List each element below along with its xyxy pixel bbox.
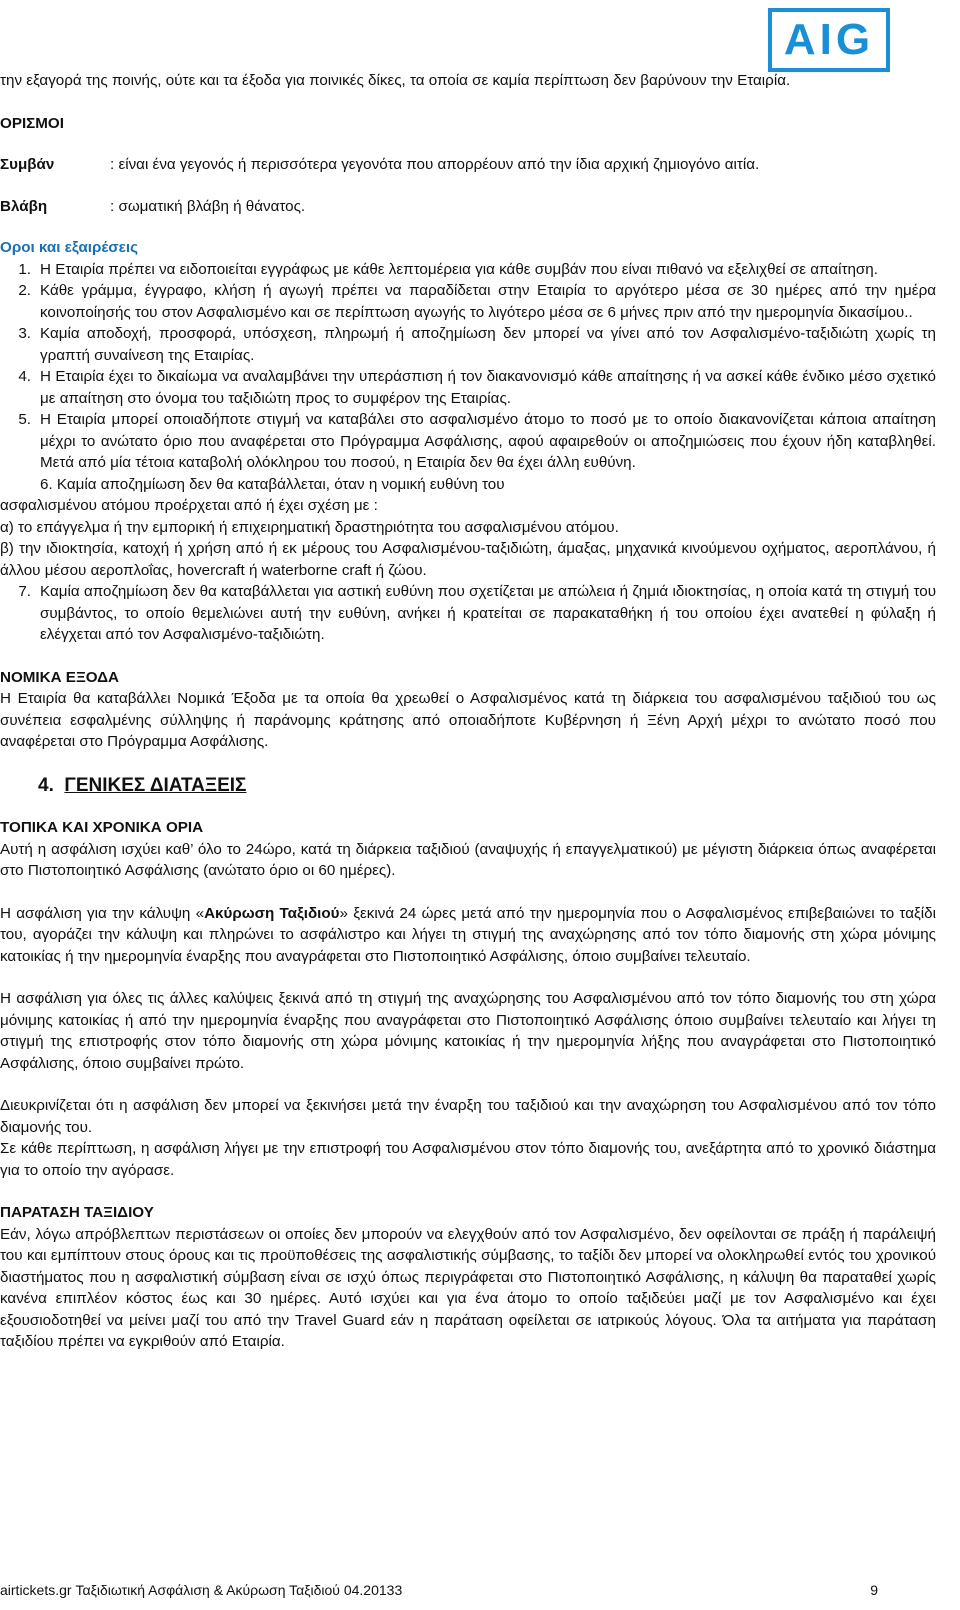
definition-desc: : είναι ένα γεγονός ή περισσότερα γεγονότα που απορρέουν από την ίδια αρχική ζημιογόνο αιτία. [110,156,760,173]
cancel-bold: Ακύρωση Ταξιδιού [204,904,340,922]
clarify-paragraph-1: Διευκρινίζεται ότι η ασφάλιση δεν μπορεί να ξεκινήσει μετά την έναρξη του ταξιδιού και την αναχώρηση του Ασφαλισμένου από τον τόπο διαμονής του. [0,1097,936,1136]
term-text: Η Εταιρία έχει το δικαίωμα να αναλαμβάνει την υπεράσπιση ή τον διακανονισμό κάθε απαίτησης ή να ασκεί κάθε ένδικο μέσο σχετικό με απαίτηση στο όνομα του ταξιδιώτη προς το συμφέρον της Εταιρίας. [40,368,936,407]
legal-text: Η Εταιρία θα καταβάλλει Νομικά Έξοδα με τα οποία θα χρεωθεί ο Ασφαλισμένος κατά τη διάρκεια του ασφαλισμένου ταξιδιού του ως συνέπεια εσφαλμένης σύλληψης ή παράνομης κράτησης από οποιαδήποτε Κυβέρνηση ή Ξένη Αρχή μέχρι το ανώτατο ποσό που αναφέρεται στο Πρόγραμμα Ασφάλισης. [0,690,936,750]
term-item [0,259,936,281]
terms-title: Οροι και εξαιρέσεις [0,239,138,256]
definition-term: Βλάβη [0,197,48,215]
intro-paragraph: την εξαγορά της ποινής, ούτε και τα έξοδα για ποινικές δίκες, τα οποία σε καμία περίπτωση δεν βαρύνουν την Εταιρία. [0,72,791,89]
definition-term: Συμβάν [0,156,55,173]
section-title: ΓΕΝΙΚΕΣ ΔΙΑΤΑΞΕΙΣ [64,774,247,796]
term-number: 2. [18,282,31,299]
extension-text: Εάν, λόγω απρόβλεπτων περιστάσεων οι οποίες δεν μπορούν να ελεγχθούν από τον Ασφαλισμένο, δεν οφείλονται σε πράξη ή παράλειψή του και εμπίπτουν στους όρους και τις προϋποθέσεις της ασφαλιστικής σύμβασης, το ταξίδι δεν μπορεί να ολοκληρωθεί εντός του χρονικού διαστήματος που η ασφαλιστική σύμβαση είναι σε ισχύ όπως περιγράφεται στο Πιστοποιητικό Ασφάλισης, η κάλυψη θα παραταθεί χωρίς κανένα επιπλέον κόστος έως και 30 ημέρες. Αυτό ισχύει και για ένα άτομο το οποίο ταξιδεύει μαζί με τον Ασφαλισμένο και έχει εξουσιοδοτηθεί να μείνει μαζί του από την Travel Guard εάν η παράταση οφείλεται σε ιατρικούς λόγους. Όλα τα αιτήματα για παράταση ταξιδίου πρέπει να εγκριθούν από Εταιρία. [0,1225,936,1350]
term-number: 1. [18,260,31,278]
extension-title: ΠΑΡΑΤΑΣΗ ΤΑΞΙΔΙΟΥ [0,1204,154,1221]
term6-line2: ασφαλισμένου ατόμου προέρχεται από ή έχει σχέση με : [0,497,378,514]
term-text: Καμία αποζημίωση δεν θα καταβάλλεται για αστική ευθύνη που σχετίζεται με απώλεια ή ζημιά ιδιοκτησίας, η οποία κατά τη στιγμή του συμβάντος, το οποίο θεμελιώνει αυτή την ευθύνη, ανήκει ή κρατείται σε παρακαταθήκη ή του οποίου έχει ανατεθεί η φύλαξη ή ελέγχεται από τον Ασφαλισμένο-ταξιδιώτη. [40,583,936,643]
term-item [0,581,936,646]
term-item [0,280,936,323]
definition-item [0,154,936,176]
cancel-paragraph [0,903,936,968]
terms-list [0,259,936,646]
definition-desc: : σωματική βλάβη ή θάνατος. [110,197,306,215]
document-body [0,70,936,1353]
cancel-pre: Η ασφάλιση για την κάλυψη « [0,904,205,922]
definitions-title: ΟΡΙΣΜΟΙ [0,114,64,132]
aig-logo [768,8,890,72]
page-footer [0,1580,878,1602]
limits-text: Αυτή η ασφάλιση ισχύει καθ’ όλο το 24ώρο, κατά τη διάρκεια ταξιδιού (αναψυχής ή επαγγελματικού) με μέγιστη διάρκεια όπως αναφέρεται στο Πιστοποιητικό Ασφάλισης (ανώτατο όριο οι 60 ημέρες). [0,840,936,879]
section-heading [0,775,936,797]
other-coverage-paragraph: Η ασφάλιση για όλες τις άλλες καλύψεις ξεκινά από τη στιγμή της αναχώρησης του Ασφαλισμένου από τον τόπο διαμονής του στη χώρα μόνιμης κατοικίας ή από την ημερομηνία έναρξης που αναγράφεται στο Πιστοποιητικό Ασφάλισης όποιο συμβαίνει τελευταίο και λήγει τη στιγμή της επιστροφής στον τόπο διαμονής στη χώρα μόνιμης κατοικίας ή την ημερομηνία λήξης που αναγράφεται στο Πιστοποιητικό Ασφάλισης, όποιο συμβαίνει πρώτο. [0,990,936,1072]
term6-line1: 6. Καμία αποζημίωση δεν θα καταβάλλεται, όταν η νομική ευθύνη του [40,475,505,493]
term-number: 4. [18,368,31,385]
term-text: Καμία αποδοχή, προσφορά, υπόσχεση, πληρωμή ή αποζημίωση δεν μπορεί να γίνει από τον Ασφαλισμένο-ταξιδιώτη χωρίς τη γραπτή συναίνεση της Εταιρίας. [40,325,936,364]
term6-a: α) το επάγγελμα ή την εμπορική ή επιχειρηματική δραστηριότητα του ασφαλισμένου ατόμου. [0,518,619,536]
term-text: Η Εταιρία μπορεί οποιαδήποτε στιγμή να καταβάλει στο ασφαλισμένο άτομο το ποσό με το οποίο διακανονίζεται κάποια απαίτηση μέχρι το ανώτατο όριο που αναφέρεται στο Πρόγραμμα Ασφάλισης, αφού αφαιρεθούν οι αποζημιώσεις που έχουν ήδη καταβληθεί. Μετά από μία τέτοια καταβολή ολόκληρου του ποσού, η Εταιρία δεν θα έχει άλλη ευθύνη. [40,411,936,471]
page-number: 9 [870,1582,878,1598]
legal-title: ΝΟΜΙΚΑ ΕΞΟΔΑ [0,668,120,686]
definitions-list [0,154,936,217]
limits-title: ΤΟΠΙΚΑ ΚΑΙ ΧΡΟΝΙΚΑ ΟΡΙΑ [0,819,204,836]
clarify-paragraph-2: Σε κάθε περίπτωση, η ασφάλιση λήγει με την επιστροφή του Ασφαλισμένου στον τόπο διαμονής του, ανεξάρτητα από το χρονικό διάστημα για το οποίο την αγόρασε. [0,1140,936,1179]
term-number: 3. [18,325,31,342]
term-number: 5. [18,411,31,428]
logo-text: AIG [783,15,875,64]
term-text: Η Εταιρία πρέπει να ειδοποιείται εγγράφως με κάθε λεπτομέρεια για κάθε συμβάν που είναι πιθανό να εξελιχθεί σε απαίτηση. [40,260,878,278]
term-number: 7. [18,583,31,600]
cancel-post: » ξεκινά 24 ώρες μετά από την ημερομηνία που ο Ασφαλισμένος επιβεβαιώνει το ταξίδι του, αγοράζει την κάλυψη και πληρώνει το ασφάλιστρο και λήγει τη στιγμή της αναχώρησης από τον τόπο διαμονής στη χώρα μόνιμης κατοικίας ή την ημερομηνία έναρξης που αναγράφεται στο Πιστοποιητικό Ασφάλισης, όποιο συμβαίνει τελευταίο. [0,904,936,965]
term-item [0,323,936,366]
term-text: Κάθε γράμμα, έγγραφο, κλήση ή αγωγή πρέπει να παραδίδεται στην Εταιρία το αργότερο μέσα σε 30 ημέρες από την ημέρα κοινοποίησής του στον Ασφαλισμένο και σε περίπτωση αγωγής το λιγότερο μέσα σε 6 μήνες πριν από την ημερομηνία δικασίμου.. [40,282,936,321]
term-item [0,366,936,409]
term6-b: β) την ιδιοκτησία, κατοχή ή χρήση από ή εκ μέρους του Ασφαλισμένου-ταξιδιώτη, άμαξας, μηχανικά κινούμενου οχήματος, αεροπλάνου, ή άλλου μέσου αεροπλοΐας, hovercraft ή waterborne craft ή ζώου. [0,540,936,579]
section-number: 4. [38,774,54,796]
footer-text: airtickets.gr Ταξιδιωτική Ασφάλιση & Ακύρωση Ταξιδιού 04.20133 [0,1582,403,1598]
definition-item [0,196,936,218]
term-item [0,409,936,474]
